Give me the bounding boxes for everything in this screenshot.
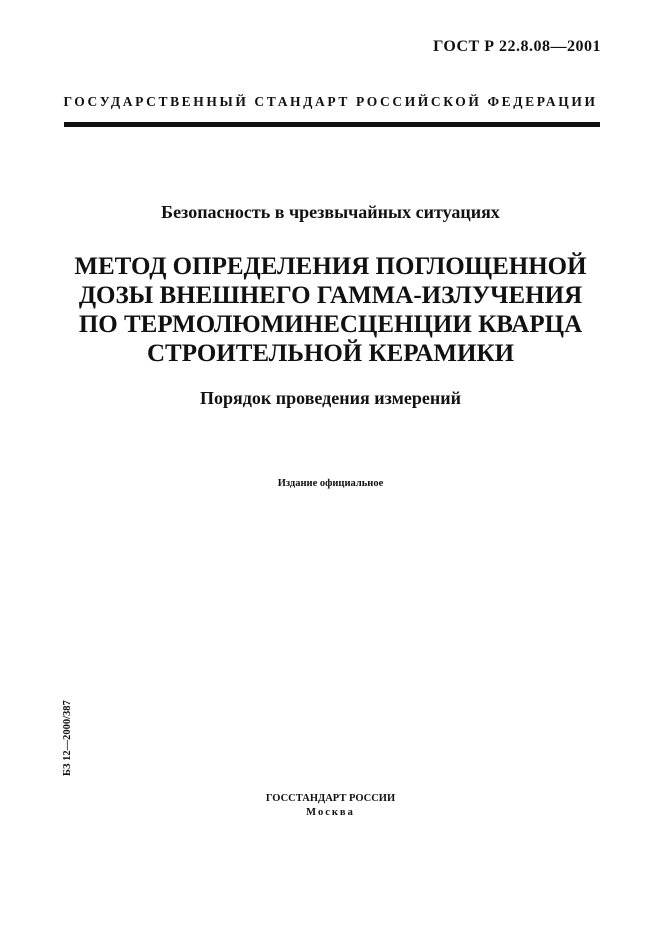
subtitle: Порядок проведения измерений — [200, 388, 461, 408]
edition-note: Издание официальное — [277, 478, 384, 489]
main-title-line: МЕТОД ОПРЕДЕЛЕНИЯ ПОГЛОЩЕННОЙ — [74, 253, 587, 280]
city: Москва — [306, 807, 355, 818]
side-code: БЗ 12—2000/387 — [62, 700, 73, 776]
main-title-line: СТРОИТЕЛЬНОЙ КЕРАМИКИ — [146, 340, 515, 367]
header-rule — [64, 122, 600, 127]
document-code: ГОСТ Р 22.8.08—2001 — [433, 38, 601, 55]
series-title: Безопасность в чрезвычайных ситуациях — [161, 202, 500, 222]
publisher: ГОССТАНДАРТ РОССИИ — [265, 793, 396, 804]
main-title-line: ПО ТЕРМОЛЮМИНЕСЦЕНЦИИ КВАРЦА — [78, 311, 583, 338]
main-title — [0, 252, 661, 368]
standard-header: ГОСУДАРСТВЕННЫЙ СТАНДАРТ РОССИЙСКОЙ ФЕДЕРАЦИИ — [63, 94, 598, 109]
main-title-line: ДОЗЫ ВНЕШНЕГО ГАММА-ИЗЛУЧЕНИЯ — [78, 282, 583, 309]
